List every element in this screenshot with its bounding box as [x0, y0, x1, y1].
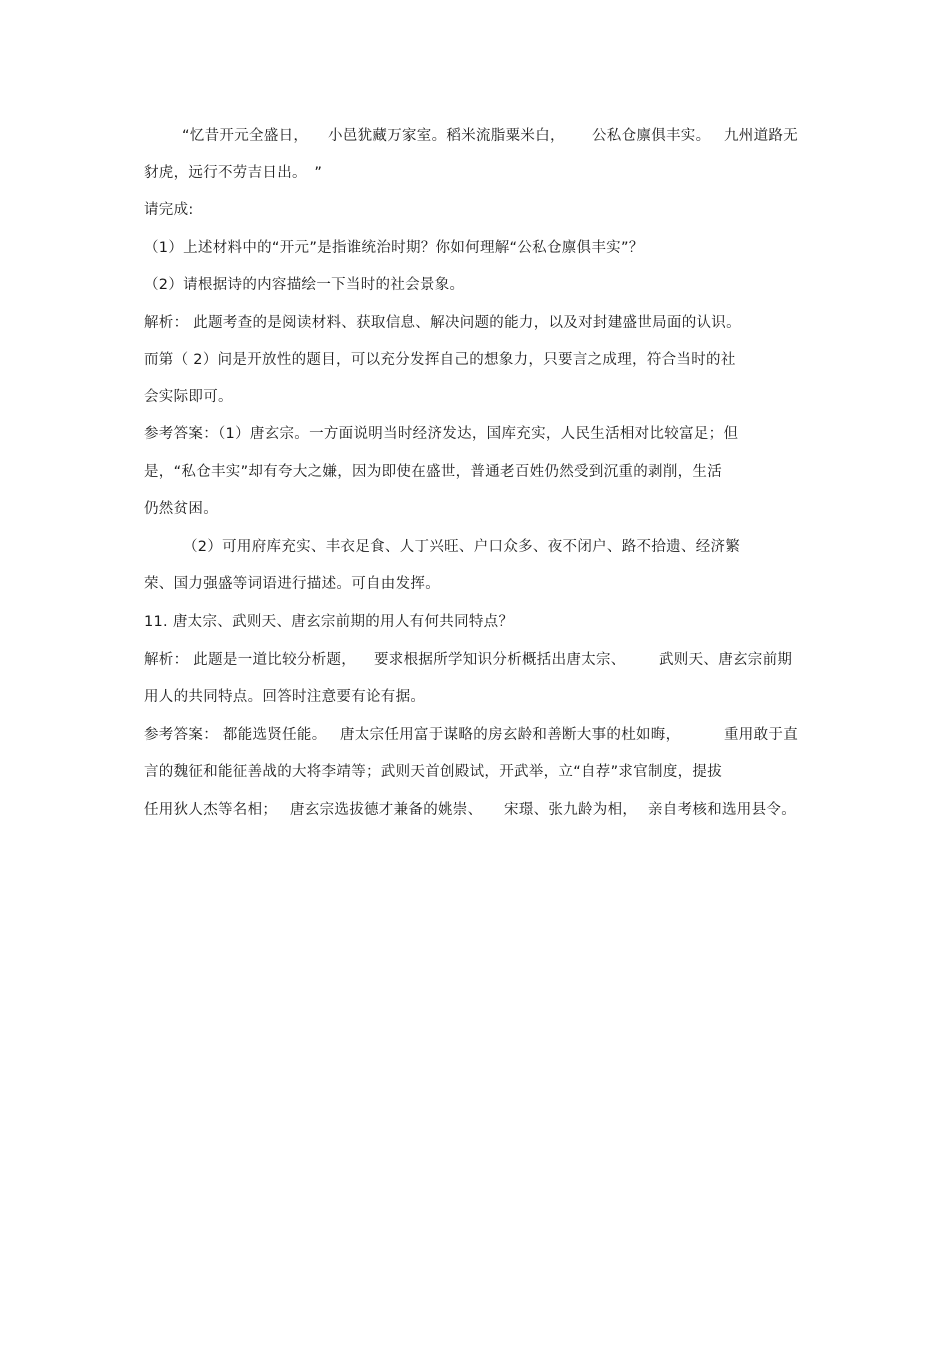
answer-1-line-4: （2）可用府库充实、丰衣足食、人丁兴旺、户口众多、夜不闭户、路不拾遗、经济繁	[183, 539, 741, 555]
analysis-segment: 武则天、唐玄宗前期	[659, 652, 793, 668]
analysis-segment: 要求根据所学知识分析概括出唐太宗、	[374, 652, 626, 668]
answer-1-line-5: 荣、国力强盛等词语进行描述。可自由发挥。	[144, 576, 440, 592]
poem-segment: 小邑犹藏万家室。稻米流脂粟米白，	[328, 128, 565, 144]
answer-segment: 唐玄宗选拔德才兼备的姚崇、	[290, 802, 483, 818]
analysis-1-line-3: 会实际即可。	[144, 389, 233, 405]
answer-segment: 重用敢于直	[724, 727, 798, 743]
question-2: （2）请根据诗的内容描绘一下当时的社会景象。	[144, 277, 465, 293]
answer-1-line-2: 是，“私仓丰实”却有夸大之嫌，因为即使在盛世，普通老百姓仍然受到沉重的剥削，生活	[144, 464, 723, 480]
question-1: （1）上述材料中的“开元”是指谁统治时期？你如何理解“公私仓廪俱丰实”？	[144, 240, 644, 256]
answer-segment: 任用狄人杰等名相；	[144, 802, 278, 818]
poem-segment: 公私仓廪俱丰实。	[592, 128, 711, 144]
answer-1-line-1: 参考答案：（1）唐玄宗。一方面说明当时经济发达，国库充实，人民生活相对比较富足；但	[144, 426, 739, 442]
poem-segment: 九州道路无	[724, 128, 798, 144]
answer-segment: 亲自考核和选用县令。	[648, 802, 796, 818]
answer-segment: 参考答案： 都能选贤任能。	[144, 727, 327, 743]
poem-line-2: 豺虎，远行不劳吉日出。 ”	[144, 165, 323, 181]
analysis-1-line-1: 解析： 此题考查的是阅读材料、获取信息、解决问题的能力，以及对封建盛世局面的认识。	[144, 315, 741, 331]
poem-segment: “忆昔开元全盛日，	[182, 128, 309, 144]
answer-1-line-3: 仍然贫困。	[144, 501, 218, 517]
question-11: 11. 唐太宗、武则天、唐玄宗前期的用人有何共同特点？	[144, 614, 514, 630]
answer-segment: 唐太宗任用富于谋略的房玄龄和善断大事的杜如晦，	[340, 727, 681, 743]
analysis-2-line-2: 用人的共同特点。回答时注意要有论有据。	[144, 689, 426, 705]
answer-2-line-2: 言的魏征和能征善战的大将李靖等；武则天首创殿试，开武举，立“自荐”求官制度，提拔	[144, 764, 723, 780]
answer-segment: 宋璟、张九龄为相，	[504, 802, 638, 818]
analysis-segment: 解析： 此题是一道比较分析题，	[144, 652, 357, 668]
prompt-text: 请完成:	[144, 202, 194, 218]
analysis-1-line-2: 而第（ 2）问是开放性的题目，可以充分发挥自己的想象力，只要言之成理，符合当时的社	[144, 352, 736, 368]
